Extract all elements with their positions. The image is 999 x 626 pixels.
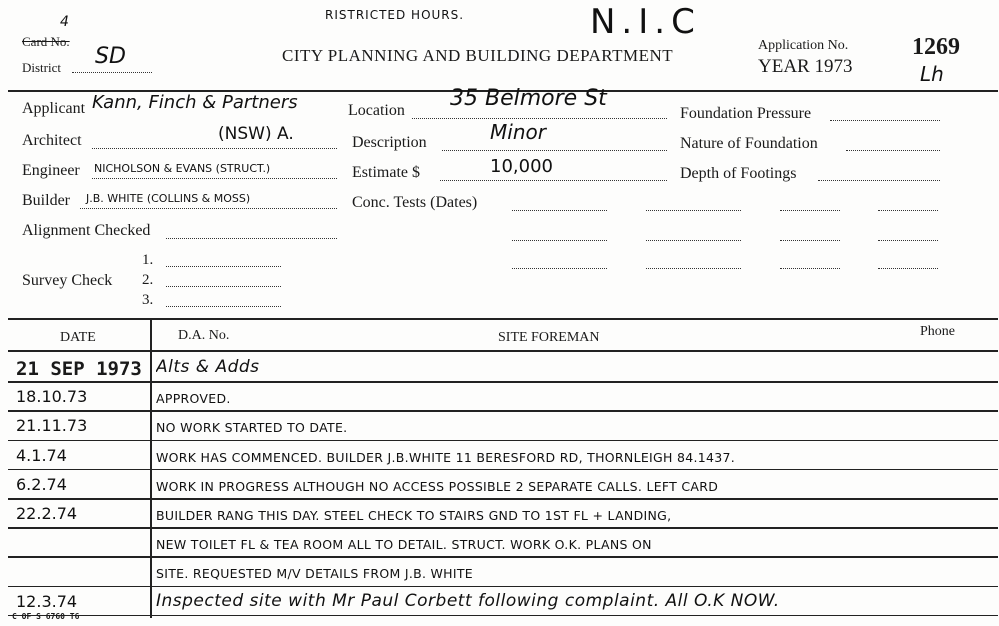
log-row-line xyxy=(8,410,998,412)
log-row-line xyxy=(8,440,998,442)
architect-label: Architect xyxy=(22,132,82,149)
log-row-line xyxy=(8,615,998,617)
alignment-label: Alignment Checked xyxy=(22,222,151,239)
conc-tests-label: Conc. Tests (Dates) xyxy=(352,194,478,211)
log-row-date: 22.2.74 xyxy=(16,504,78,523)
log-row-entry: WORK IN PROGRESS ALTHOUGH NO ACCESS POSSIBLE 2 SEPARATE CALLS. LEFT CARD xyxy=(156,478,719,494)
builder-line xyxy=(80,208,337,209)
log-date-header: DATE xyxy=(60,330,96,345)
initials: Lh xyxy=(920,62,944,86)
architect-line xyxy=(92,148,337,149)
log-row-entry: Alts & Adds xyxy=(156,357,260,377)
survey-line-3 xyxy=(166,306,281,307)
survey-num-2: 2. xyxy=(142,272,154,288)
estimate-label: Estimate $ xyxy=(352,164,420,181)
card-no-value: 4 xyxy=(60,14,69,30)
engineer-label: Engineer xyxy=(22,162,80,179)
log-row-date: 21.11.73 xyxy=(16,416,88,436)
department-title: CITY PLANNING AND BUILDING DEPARTMENT xyxy=(282,46,674,65)
description-line xyxy=(442,150,667,151)
year-label: YEAR 1973 xyxy=(758,56,853,77)
conc-line-a4 xyxy=(878,210,938,211)
survey-line-1 xyxy=(166,266,281,267)
conc-line-c4 xyxy=(878,268,938,269)
restricted-hours-note: RISTRICTED HOURS. xyxy=(325,8,465,22)
log-row-line xyxy=(8,527,998,529)
district-line xyxy=(72,72,152,73)
applicant-value: Kann, Finch & Partners xyxy=(92,92,298,113)
log-row-entry: NO WORK STARTED TO DATE. xyxy=(156,420,348,436)
location-line xyxy=(412,118,667,119)
log-row-line xyxy=(8,498,998,500)
log-row-date: 4.1.74 xyxy=(16,445,67,465)
application-label: Application No. xyxy=(758,38,849,53)
conc-line-b4 xyxy=(878,240,938,241)
application-number: 1269 xyxy=(912,34,960,60)
estimate-line xyxy=(440,180,667,181)
builder-value: J.B. WHITE (COLLINS & MOSS) xyxy=(86,192,251,205)
nic-note: N.I.C xyxy=(590,2,701,42)
conc-line-a3 xyxy=(780,210,840,211)
conc-line-a1 xyxy=(512,210,607,211)
nature-foundation-label: Nature of Foundation xyxy=(680,135,818,152)
log-header-border xyxy=(8,350,998,352)
engineer-value: NICHOLSON & EVANS (STRUCT.) xyxy=(94,162,271,175)
form-code: C OF S 6760 T6 xyxy=(12,612,80,621)
estimate-value: 10,000 xyxy=(490,156,553,177)
log-row-line xyxy=(8,586,998,588)
log-row-entry: WORK HAS COMMENCED. BUILDER J.B.WHITE 11 BERESFORD RD, THORNLEIGH 84.1437. xyxy=(156,449,736,465)
description-label: Description xyxy=(352,134,427,151)
log-row-line xyxy=(8,469,998,471)
log-foreman-header: SITE FOREMAN xyxy=(498,330,600,345)
survey-num-1: 1. xyxy=(142,252,154,268)
foundation-pressure-label: Foundation Pressure xyxy=(680,105,812,122)
conc-line-a2 xyxy=(646,210,741,211)
district-value: SD xyxy=(95,44,126,69)
log-row-entry: NEW TOILET FL & TEA ROOM ALL TO DETAIL. STRUCT. WORK O.K. PLANS ON xyxy=(156,537,652,553)
log-row-line xyxy=(8,556,998,558)
conc-line-c3 xyxy=(780,268,840,269)
conc-line-b1 xyxy=(512,240,607,241)
conc-line-c2 xyxy=(646,268,741,269)
applicant-label: Applicant xyxy=(22,100,86,117)
depth-footings-line xyxy=(818,180,940,181)
nature-foundation-line xyxy=(846,150,940,151)
log-row-line xyxy=(8,381,998,383)
log-da-header: D.A. No. xyxy=(178,328,230,343)
builder-label: Builder xyxy=(22,192,70,209)
engineer-line xyxy=(92,178,337,179)
log-row-entry: SITE. REQUESTED M/V DETAILS FROM J.B. WHITE xyxy=(156,566,473,582)
survey-label: Survey Check xyxy=(22,272,113,289)
conc-line-b3 xyxy=(780,240,840,241)
alignment-line xyxy=(166,238,337,239)
survey-num-3: 3. xyxy=(142,292,154,308)
log-row-date: 18.10.73 xyxy=(16,387,88,407)
card-no-label: Card No. xyxy=(22,34,70,49)
district-label: District xyxy=(22,60,61,75)
log-row-entry: APPROVED. xyxy=(156,391,231,407)
survey-line-2 xyxy=(166,286,281,287)
location-label: Location xyxy=(348,102,405,119)
location-value: 35 Belmore St xyxy=(450,86,607,111)
log-row-date: 21 SEP 1973 xyxy=(16,358,142,380)
log-row-entry: Inspected site with Mr Paul Corbett following complaint. All O.K NOW. xyxy=(156,590,780,611)
conc-line-b2 xyxy=(646,240,741,241)
log-row-date: 12.3.74 xyxy=(16,591,78,611)
description-value: Minor xyxy=(490,120,546,144)
depth-footings-label: Depth of Footings xyxy=(680,165,797,182)
log-top-border xyxy=(8,318,998,320)
log-row-date: 6.2.74 xyxy=(16,474,67,494)
foundation-pressure-line xyxy=(830,120,940,121)
conc-line-c1 xyxy=(512,268,607,269)
architect-value: (NSW) A. xyxy=(218,124,294,144)
log-phone-header: Phone xyxy=(920,324,955,339)
log-row-entry: BUILDER RANG THIS DAY. STEEL CHECK TO STAIRS GND TO 1ST FL + LANDING, xyxy=(156,508,672,523)
